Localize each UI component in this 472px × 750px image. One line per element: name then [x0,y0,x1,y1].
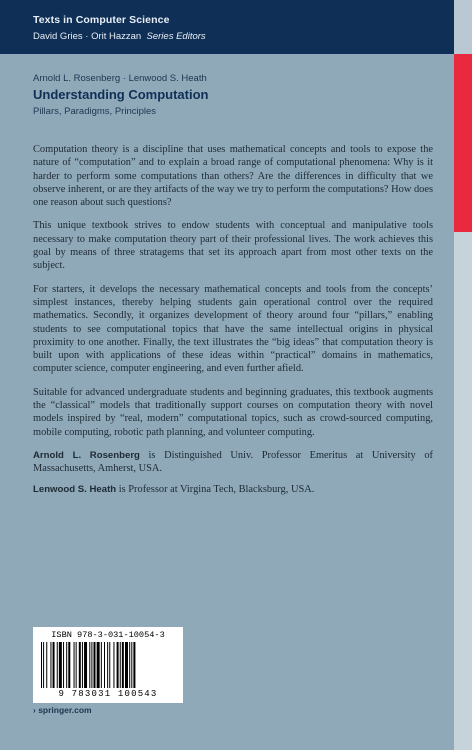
barcode-bars [41,642,175,688]
bio-heath-text: is Professor at Virgina Tech, Blacksburg, USA. [116,483,315,495]
book-title: Understanding Computation [33,87,209,102]
bio-rosenberg-name: Arnold L. Rosenberg [33,449,140,461]
paragraph-3: For starters, it develops the necessary mathematical concepts and tools from the concepts’ simplest instances, thereby helping students gain operational control over the required mathematics. Secondly, it organizes development of theory around four “pillars,” enabling students to see computational topics that have the same intellectual origins in physical proximity to one another. Finally, the text illustrates the “big ideas” that computation theory is built upon with applications of these ideas within “practical” domains in mathematics, computer science, computer engineering, and even further afield. [33,283,433,375]
bio-heath [33,483,433,496]
spine-light-band [454,232,472,750]
spine-strip [454,0,472,750]
book-authors: Arnold L. Rosenberg · Lenwood S. Heath [33,73,207,84]
back-cover-text [33,143,433,503]
isbn-label: ISBN 978-3-031-10054-3 [51,630,165,640]
series-header [0,0,454,54]
barcode-digits: 9 783031 100543 [58,689,158,699]
paragraph-1: Computation theory is a discipline that uses mathematical concepts and tools to expose the nature of “computation” and to explain a broad range of computational phenomena: Why is it harder to perform some computations than others? Are the differences in difficulty that we observe inherent, or are they artifacts of the way we try to perform the computations? How does one reason about such questions? [33,144,433,209]
editors-role: Series Editors [146,31,206,42]
paragraph-4: Suitable for advanced undergraduate students and beginning graduates, this textbook augments the “classical” models that traditionally support courses on computation theory with novel models inspired by “real, modern” computational topics, such as crowd-sourced computing, mobile computing, robotic path planning, and volunteer computing. [33,386,433,438]
bio-rosenberg-text: is Distinguished Univ. Professor Emeritus at University of Massachusetts, Amherst, USA. [33,449,433,475]
spine-red-band [454,54,472,232]
series-title: Texts in Computer Science [33,14,170,26]
paragraph-2: This unique textbook strives to endow students with conceptual and manipulative tools necessary to make computation theory part of their professional lives. The work achieves this goal by means of three stratagems that set its approach apart from most other texts on the subject. [33,220,433,272]
publisher-url-text: springer.com [38,705,92,715]
bio-rosenberg [33,449,433,476]
publisher-url: › springer.com [33,705,92,715]
isbn-barcode [33,627,183,703]
editors-names: David Gries · Orit Hazzan [33,31,142,42]
series-editors [33,31,206,42]
bio-heath-name: Lenwood S. Heath [33,483,117,495]
book-subtitle: Pillars, Paradigms, Principles [33,106,157,117]
